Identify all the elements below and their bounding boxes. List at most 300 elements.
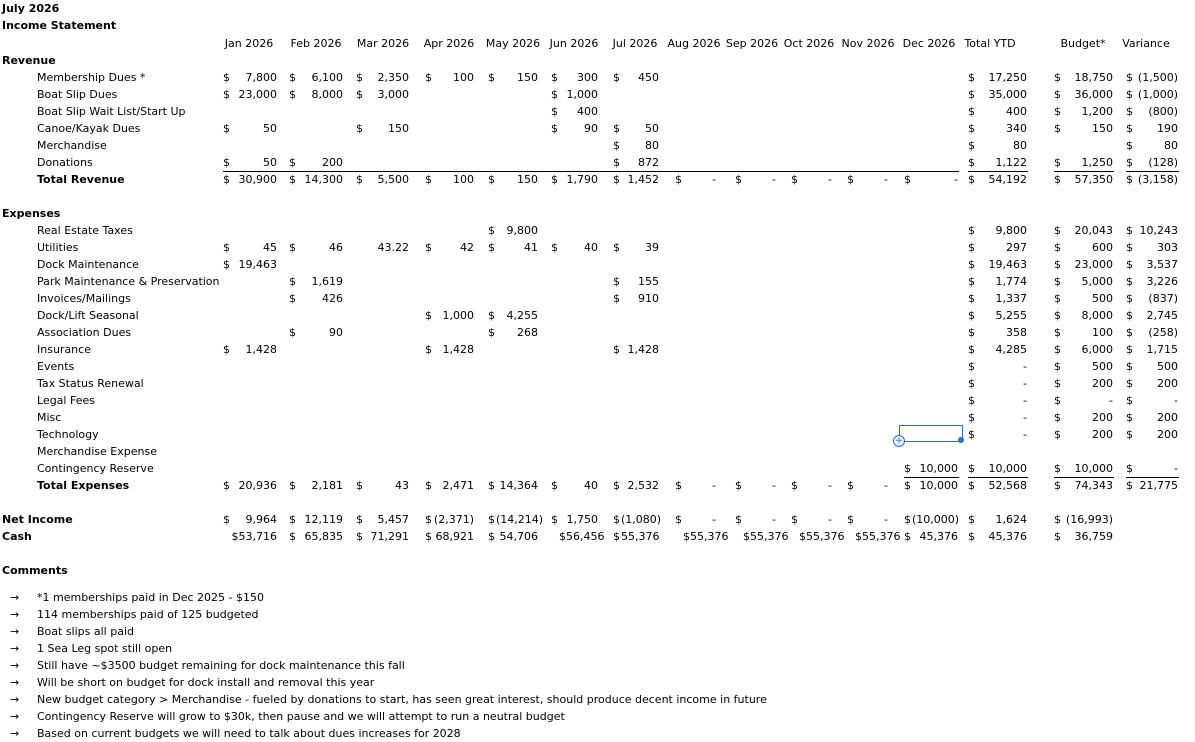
currency-symbol: $ xyxy=(1126,275,1133,288)
cell-value[interactable]: 200 xyxy=(1092,428,1113,441)
underline xyxy=(968,477,1028,478)
cell-value[interactable]: 3,226 xyxy=(1146,275,1178,288)
cell-value[interactable]: 14,300 xyxy=(304,173,343,186)
column-header[interactable]: Mar 2026 xyxy=(356,37,410,50)
currency-symbol: $ xyxy=(613,343,620,356)
column-header[interactable]: Sep 2026 xyxy=(725,37,779,50)
cell-value[interactable]: 155 xyxy=(638,275,659,288)
cell-value[interactable]: 2,181 xyxy=(311,479,343,492)
comments-title: Comments xyxy=(2,564,68,577)
comment-item: *1 memberships paid in Dec 2025 - $150 xyxy=(37,591,264,604)
cell-value[interactable]: 1,200 xyxy=(1081,105,1113,118)
cell-value[interactable]: 150 xyxy=(1092,122,1113,135)
column-header[interactable]: Apr 2026 xyxy=(423,37,475,50)
currency-symbol: $ xyxy=(1126,309,1133,322)
currency-symbol: $ xyxy=(289,173,296,186)
currency-symbol: $ xyxy=(904,530,911,543)
cell-value[interactable]: 6,100 xyxy=(311,71,343,84)
cell-value[interactable]: 71,291 xyxy=(370,530,409,543)
cell-value[interactable]: 57,350 xyxy=(1074,173,1113,186)
cell-value[interactable]: - xyxy=(712,173,716,186)
currency-symbol: $ xyxy=(968,122,975,135)
currency-symbol: $ xyxy=(488,71,495,84)
add-icon[interactable]: + xyxy=(893,435,905,447)
cell-value[interactable]: 9,800 xyxy=(995,224,1027,237)
cell-value[interactable]: 43.22 xyxy=(377,241,409,254)
cell-value[interactable]: 45,376 xyxy=(919,530,958,543)
cell-value[interactable]: 35,000 xyxy=(988,88,1027,101)
currency-symbol: $ xyxy=(968,275,975,288)
currency-symbol: $ xyxy=(1126,462,1133,475)
cell-value[interactable]: (800) xyxy=(1148,105,1178,118)
row-label: Park Maintenance & Preservation xyxy=(37,275,220,288)
currency-symbol: $ xyxy=(488,241,495,254)
cell-value[interactable]: 12,119 xyxy=(304,513,343,526)
cell-value[interactable]: (14,214) xyxy=(496,513,544,526)
cell-value[interactable]: 1,000 xyxy=(442,309,474,322)
cell-value[interactable]: - xyxy=(884,513,888,526)
cell-value[interactable]: 20,043 xyxy=(1074,224,1113,237)
cell-value[interactable]: 1,750 xyxy=(566,513,598,526)
currency-symbol: $ xyxy=(1054,224,1061,237)
cell-value[interactable]: - xyxy=(772,173,776,186)
cell-value[interactable]: 358 xyxy=(1006,326,1027,339)
row-label: Merchandise Expense xyxy=(37,445,157,458)
cell-value[interactable]: 5,000 xyxy=(1081,275,1113,288)
column-header[interactable]: Nov 2026 xyxy=(841,37,895,50)
cell-value[interactable]: (837) xyxy=(1148,292,1178,305)
currency-symbol: $ xyxy=(675,513,682,526)
currency-symbol: $ xyxy=(356,513,363,526)
row-label: Association Dues xyxy=(37,326,132,339)
cell-value[interactable]: 4,285 xyxy=(995,343,1027,356)
cell-value[interactable]: 6,000 xyxy=(1081,343,1113,356)
comment-item: 114 memberships paid of 125 budgeted xyxy=(37,608,259,621)
currency-symbol: $ xyxy=(791,513,798,526)
cell-value[interactable]: 40 xyxy=(584,479,598,492)
currency-symbol: $ xyxy=(425,530,432,543)
cell-value[interactable]: 17,250 xyxy=(988,71,1027,84)
cell-value[interactable]: 150 xyxy=(517,173,538,186)
currency-symbol: $ xyxy=(613,173,620,186)
cell-value[interactable]: 300 xyxy=(577,71,598,84)
cell-value[interactable]: 3,537 xyxy=(1146,258,1178,271)
cell-value[interactable]: 400 xyxy=(577,105,598,118)
currency-symbol: $ xyxy=(289,241,296,254)
cell-value[interactable]: - xyxy=(772,513,776,526)
cell-value[interactable]: 340 xyxy=(1006,122,1027,135)
currency-symbol: $ xyxy=(1054,241,1061,254)
cell-value[interactable]: - xyxy=(1109,394,1113,407)
column-header[interactable]: Oct 2026 xyxy=(783,37,835,50)
cell-value[interactable]: - xyxy=(884,173,888,186)
currency-symbol: $ xyxy=(613,292,620,305)
cell-value[interactable]: 54,192 xyxy=(988,173,1027,186)
currency-symbol: $ xyxy=(356,530,363,543)
cell-value[interactable]: 500 xyxy=(1157,360,1178,373)
cell-value[interactable]: 74,343 xyxy=(1074,479,1113,492)
arrow-icon: → xyxy=(10,608,20,621)
currency-symbol: $ xyxy=(1126,411,1133,424)
cell-value[interactable]: 100 xyxy=(1092,326,1113,339)
cell-value[interactable]: 100 xyxy=(453,71,474,84)
cell-value[interactable]: 10,000 xyxy=(1074,462,1113,475)
cell-value[interactable]: 5,255 xyxy=(995,309,1027,322)
column-header[interactable]: Jun 2026 xyxy=(549,37,599,50)
cell-value[interactable]: 36,000 xyxy=(1074,88,1113,101)
cell-value[interactable]: 872 xyxy=(638,156,659,169)
cell-value[interactable]: 1,619 xyxy=(311,275,343,288)
cell-value[interactable]: 200 xyxy=(1092,411,1113,424)
cell-value[interactable]: $53,716 xyxy=(231,530,277,543)
cell-value[interactable]: 303 xyxy=(1157,241,1178,254)
column-header[interactable]: Variance xyxy=(1122,37,1170,50)
currency-symbol: $ xyxy=(968,71,975,84)
currency-symbol: $ xyxy=(488,326,495,339)
cell-value[interactable]: 1,250 xyxy=(1081,156,1113,169)
cell-value[interactable]: 1,428 xyxy=(245,343,277,356)
currency-symbol: $ xyxy=(1126,173,1133,186)
comment-item: New budget category > Merchandise - fueled by donations to start, has seen great interest, should produce decent income in future xyxy=(37,693,767,706)
currency-symbol: $ xyxy=(223,258,230,271)
cell-value[interactable]: 80 xyxy=(1013,139,1027,152)
cell-value[interactable]: $55,376 xyxy=(743,530,789,543)
cell-value[interactable]: 20,936 xyxy=(238,479,277,492)
cell-value[interactable]: - xyxy=(828,479,832,492)
row-label: Dock/Lift Seasonal xyxy=(37,309,139,322)
selected-cell[interactable] xyxy=(899,425,963,442)
currency-symbol: $ xyxy=(735,479,742,492)
currency-symbol: $ xyxy=(289,275,296,288)
cell-value[interactable]: 10,243 xyxy=(1139,224,1178,237)
section-label: Revenue xyxy=(2,54,56,67)
column-header[interactable]: Dec 2026 xyxy=(902,37,956,50)
cell-value[interactable]: (2,371) xyxy=(433,513,474,526)
currency-symbol: $ xyxy=(289,71,296,84)
cell-value[interactable]: 200 xyxy=(322,156,343,169)
cell-value[interactable]: $55,376 xyxy=(799,530,845,543)
comment-item: Based on current budgets we will need to talk about dues increases for 2028 xyxy=(37,727,461,740)
cell-value[interactable]: 1,774 xyxy=(995,275,1027,288)
cell-value[interactable]: 23,000 xyxy=(238,88,277,101)
cell-value[interactable]: 1,790 xyxy=(566,173,598,186)
column-header[interactable]: Jan 2026 xyxy=(224,37,274,50)
cell-value[interactable]: 90 xyxy=(329,326,343,339)
currency-symbol: $ xyxy=(289,292,296,305)
currency-symbol: $ xyxy=(289,530,296,543)
cell-value[interactable]: 2,350 xyxy=(377,71,409,84)
cell-value[interactable]: 500 xyxy=(1092,360,1113,373)
cell-value[interactable]: 1,428 xyxy=(627,343,659,356)
cell-value[interactable]: 3,000 xyxy=(377,88,409,101)
cell-value[interactable]: 190 xyxy=(1157,122,1178,135)
currency-symbol: $ xyxy=(289,513,296,526)
cell-value[interactable]: 1,337 xyxy=(995,292,1027,305)
cell-value[interactable]: 65,835 xyxy=(304,530,343,543)
cell-value[interactable]: 50 xyxy=(645,122,659,135)
arrow-icon: → xyxy=(10,727,20,740)
currency-symbol: $ xyxy=(356,88,363,101)
column-header[interactable]: Aug 2026 xyxy=(667,37,721,50)
cell-value[interactable]: 39 xyxy=(645,241,659,254)
currency-symbol: $ xyxy=(551,479,558,492)
arrow-icon: → xyxy=(10,642,20,655)
section-label: Cash xyxy=(2,530,32,543)
currency-symbol: $ xyxy=(968,326,975,339)
row-label: Invoices/Mailings xyxy=(37,292,131,305)
arrow-icon: → xyxy=(10,591,20,604)
currency-symbol: $ xyxy=(551,88,558,101)
cell-value[interactable]: 150 xyxy=(388,122,409,135)
cell-value[interactable]: (3,158) xyxy=(1137,173,1178,186)
currency-symbol: $ xyxy=(551,122,558,135)
cell-value[interactable]: $56,456 xyxy=(559,530,605,543)
currency-symbol: $ xyxy=(968,360,975,373)
cell-value[interactable]: 1,715 xyxy=(1146,343,1178,356)
cell-value[interactable]: - xyxy=(1174,394,1178,407)
currency-symbol: $ xyxy=(1126,105,1133,118)
cell-value[interactable]: - xyxy=(712,513,716,526)
cell-value[interactable]: 2,471 xyxy=(442,479,474,492)
column-header[interactable]: Total YTD xyxy=(964,37,1016,50)
cell-value[interactable]: (1,500) xyxy=(1137,71,1178,84)
underline xyxy=(1126,477,1179,478)
cell-value[interactable]: 30,900 xyxy=(238,173,277,186)
currency-symbol: $ xyxy=(289,88,296,101)
row-label: Merchandise xyxy=(37,139,107,152)
currency-symbol: $ xyxy=(1054,377,1061,390)
cell-value[interactable]: 450 xyxy=(638,71,659,84)
cell-value[interactable]: 4,255 xyxy=(506,309,538,322)
cell-value[interactable]: 42 xyxy=(460,241,474,254)
section-label: Net Income xyxy=(2,513,73,526)
cell-value[interactable]: $55,376 xyxy=(683,530,729,543)
cell-value[interactable]: 40 xyxy=(584,241,598,254)
currency-symbol: $ xyxy=(289,156,296,169)
currency-symbol: $ xyxy=(791,479,798,492)
currency-symbol: $ xyxy=(551,241,558,254)
cell-value[interactable]: (258) xyxy=(1148,326,1178,339)
cell-value[interactable]: 52,568 xyxy=(988,479,1027,492)
report-subtitle: Income Statement xyxy=(2,19,117,32)
underline xyxy=(1054,171,1114,172)
currency-symbol: $ xyxy=(613,71,620,84)
cell-value[interactable]: 50 xyxy=(263,122,277,135)
arrow-icon: → xyxy=(10,659,20,672)
currency-symbol: $ xyxy=(968,156,975,169)
cell-value[interactable]: 1,122 xyxy=(995,156,1027,169)
cell-value[interactable]: - xyxy=(828,173,832,186)
cell-value[interactable]: - xyxy=(1023,394,1027,407)
currency-symbol: $ xyxy=(223,513,230,526)
arrow-icon: → xyxy=(10,676,20,689)
cell-value[interactable]: 2,532 xyxy=(627,479,659,492)
currency-symbol: $ xyxy=(968,462,975,475)
cell-value[interactable]: 18,750 xyxy=(1074,71,1113,84)
currency-symbol: $ xyxy=(223,122,230,135)
cell-value[interactable]: - xyxy=(712,479,716,492)
currency-symbol: $ xyxy=(356,479,363,492)
cell-value[interactable]: 10,000 xyxy=(988,462,1027,475)
cell-value[interactable]: 100 xyxy=(453,173,474,186)
cell-value[interactable]: 200 xyxy=(1157,377,1178,390)
column-header[interactable]: May 2026 xyxy=(485,37,541,50)
cell-value[interactable]: 19,463 xyxy=(238,258,277,271)
currency-symbol: $ xyxy=(425,309,432,322)
cell-value[interactable]: 200 xyxy=(1092,377,1113,390)
row-label: Tax Status Renewal xyxy=(37,377,144,390)
cell-value[interactable]: 8,000 xyxy=(1081,309,1113,322)
cell-value[interactable]: - xyxy=(828,513,832,526)
cell-value[interactable]: 54,706 xyxy=(499,530,538,543)
cell-value[interactable]: 400 xyxy=(1006,105,1027,118)
cell-value[interactable]: 45 xyxy=(263,241,277,254)
currency-symbol: $ xyxy=(223,479,230,492)
cell-value[interactable]: 41 xyxy=(524,241,538,254)
row-label: Membership Dues * xyxy=(37,71,146,84)
currency-symbol: $ xyxy=(488,173,495,186)
cell-value[interactable]: 90 xyxy=(584,122,598,135)
cell-value[interactable]: 297 xyxy=(1006,241,1027,254)
arrow-icon: → xyxy=(10,693,20,706)
cell-value[interactable]: 23,000 xyxy=(1074,258,1113,271)
currency-symbol: $ xyxy=(1054,122,1061,135)
fill-handle[interactable] xyxy=(958,437,964,443)
currency-symbol: $ xyxy=(904,173,911,186)
currency-symbol: $ xyxy=(1054,292,1061,305)
row-label: Real Estate Taxes xyxy=(37,224,133,237)
column-header[interactable]: Jul 2026 xyxy=(612,37,658,50)
total-label: Total Expenses xyxy=(37,479,130,492)
cell-value[interactable]: 500 xyxy=(1092,292,1113,305)
currency-symbol: $ xyxy=(847,173,854,186)
cell-value[interactable]: (128) xyxy=(1148,156,1178,169)
cell-value[interactable]: 43 xyxy=(395,479,409,492)
currency-symbol: $ xyxy=(289,326,296,339)
currency-symbol: $ xyxy=(1054,394,1061,407)
cell-value[interactable]: 68,921 xyxy=(435,530,474,543)
currency-symbol: $ xyxy=(223,173,230,186)
cell-value[interactable]: 19,463 xyxy=(988,258,1027,271)
cell-value[interactable]: (16,993) xyxy=(1065,513,1113,526)
cell-value[interactable]: 10,000 xyxy=(919,479,958,492)
cell-value[interactable]: 8,000 xyxy=(311,88,343,101)
cell-value[interactable]: 268 xyxy=(517,326,538,339)
currency-symbol: $ xyxy=(551,71,558,84)
cell-value[interactable]: 600 xyxy=(1092,241,1113,254)
cell-value[interactable]: - xyxy=(772,479,776,492)
currency-symbol: $ xyxy=(968,241,975,254)
currency-symbol: $ xyxy=(1054,326,1061,339)
cell-value[interactable]: 55,376 xyxy=(621,530,660,543)
currency-symbol: $ xyxy=(1054,71,1061,84)
comment-item: Boat slips all paid xyxy=(37,625,134,638)
cell-value[interactable]: 5,500 xyxy=(377,173,409,186)
currency-symbol: $ xyxy=(968,377,975,390)
cell-value[interactable]: 36,759 xyxy=(1074,530,1113,543)
cell-value[interactable]: - xyxy=(1023,377,1027,390)
cell-value[interactable]: $55,376 xyxy=(855,530,901,543)
cell-value[interactable]: 9,800 xyxy=(506,224,538,237)
currency-symbol: $ xyxy=(968,292,975,305)
currency-symbol: $ xyxy=(425,241,432,254)
cell-value[interactable]: 1,624 xyxy=(995,513,1027,526)
cell-value[interactable]: 910 xyxy=(638,292,659,305)
currency-symbol: $ xyxy=(1054,156,1061,169)
cell-value[interactable]: (1,000) xyxy=(1137,88,1178,101)
currency-symbol: $ xyxy=(1126,343,1133,356)
currency-symbol: $ xyxy=(488,530,495,543)
cell-value[interactable]: - xyxy=(884,479,888,492)
currency-symbol: $ xyxy=(488,513,495,526)
currency-symbol: $ xyxy=(1054,105,1061,118)
currency-symbol: $ xyxy=(1126,428,1133,441)
cell-value[interactable]: 426 xyxy=(322,292,343,305)
report-title: July 2026 xyxy=(2,2,60,15)
currency-symbol: $ xyxy=(551,513,558,526)
cell-value[interactable]: 80 xyxy=(1164,139,1178,152)
cell-value[interactable]: (10,000) xyxy=(912,513,960,526)
cell-value[interactable]: 7,800 xyxy=(245,71,277,84)
cell-value[interactable]: 200 xyxy=(1157,411,1178,424)
currency-symbol: $ xyxy=(1126,224,1133,237)
currency-symbol: $ xyxy=(968,530,975,543)
cell-value[interactable]: 150 xyxy=(517,71,538,84)
cell-value[interactable]: 200 xyxy=(1157,428,1178,441)
row-label: Boat Slip Dues xyxy=(37,88,118,101)
currency-symbol: $ xyxy=(847,479,854,492)
cell-value[interactable]: 46 xyxy=(329,241,343,254)
cell-value[interactable]: 5,457 xyxy=(377,513,409,526)
currency-symbol: $ xyxy=(1126,156,1133,169)
currency-symbol: $ xyxy=(1054,530,1061,543)
cell-value[interactable]: 2,745 xyxy=(1146,309,1178,322)
cell-value[interactable]: 9,964 xyxy=(245,513,277,526)
cell-value[interactable]: - xyxy=(1023,428,1027,441)
cell-value[interactable]: - xyxy=(1023,411,1027,424)
currency-symbol: $ xyxy=(1126,139,1133,152)
currency-symbol: $ xyxy=(1054,479,1061,492)
cell-value[interactable]: 14,364 xyxy=(499,479,538,492)
currency-symbol: $ xyxy=(1054,428,1061,441)
arrow-icon: → xyxy=(10,625,20,638)
column-header[interactable]: Budget* xyxy=(1060,37,1106,50)
cell-value[interactable]: 45,376 xyxy=(988,530,1027,543)
currency-symbol: $ xyxy=(968,309,975,322)
row-label: Donations xyxy=(37,156,93,169)
cell-value[interactable]: 21,775 xyxy=(1139,479,1178,492)
cell-value[interactable]: 1,000 xyxy=(566,88,598,101)
cell-value[interactable]: 50 xyxy=(263,156,277,169)
cell-value[interactable]: 1,428 xyxy=(442,343,474,356)
currency-symbol: $ xyxy=(613,156,620,169)
cell-value[interactable]: - xyxy=(954,173,958,186)
currency-symbol: $ xyxy=(1126,88,1133,101)
currency-symbol: $ xyxy=(791,173,798,186)
currency-symbol: $ xyxy=(223,343,230,356)
column-header[interactable]: Feb 2026 xyxy=(290,37,342,50)
cell-value[interactable]: 10,000 xyxy=(919,462,958,475)
currency-symbol: $ xyxy=(1126,258,1133,271)
cell-value[interactable]: - xyxy=(1023,360,1027,373)
cell-value[interactable]: (1,080) xyxy=(621,513,662,526)
currency-symbol: $ xyxy=(356,122,363,135)
currency-symbol: $ xyxy=(356,71,363,84)
cell-value[interactable]: 1,452 xyxy=(627,173,659,186)
cell-value[interactable]: - xyxy=(1174,462,1178,475)
cell-value[interactable]: 80 xyxy=(645,139,659,152)
currency-symbol: $ xyxy=(1054,411,1061,424)
